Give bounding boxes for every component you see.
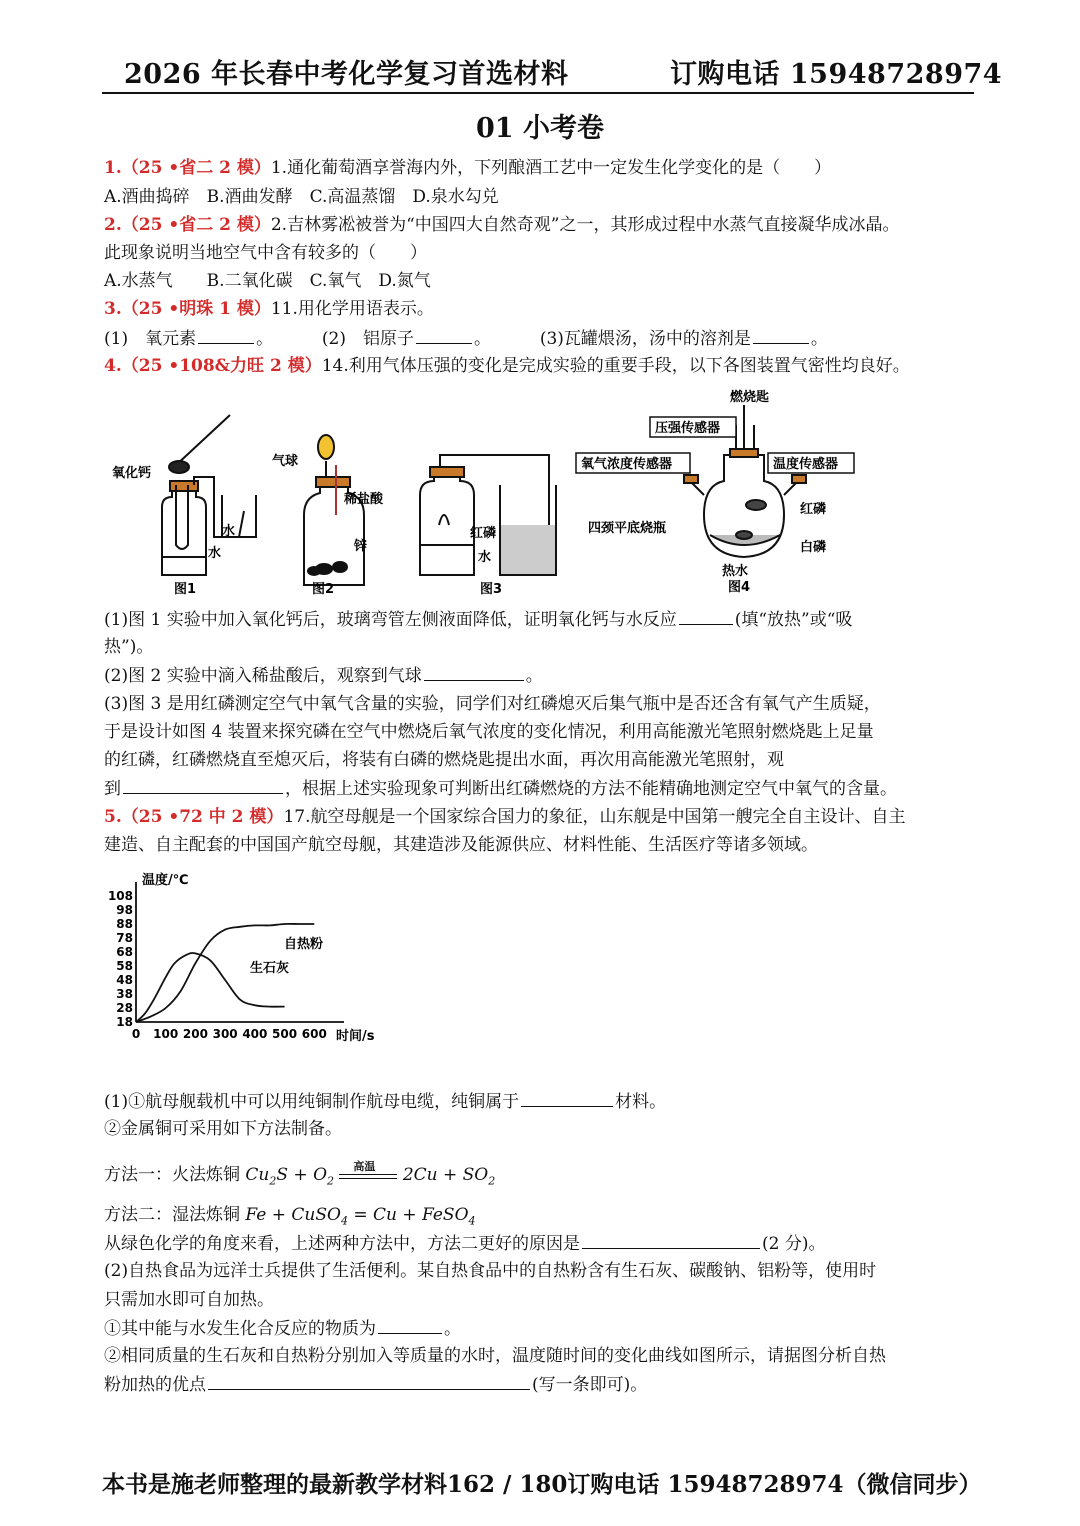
q2-text: 2.吉林雾凇被誉为“中国四大自然奇观”之一，其形成过程中水蒸气直接凝华成冰晶。 (270, 215, 900, 235)
fig1-caption: 图1 (174, 582, 197, 597)
fig4-o2-label: 氧气浓度传感器 (581, 457, 673, 472)
y-tick-label: 58 (116, 959, 133, 973)
method-2: 方法二：湿法炼铜 Fe + CuSO$_4$ = Cu + FeSO$_4$ (104, 1205, 476, 1228)
y-axis-label: 温度/℃ (142, 873, 189, 888)
header-right: 订购电话 15948728974 (670, 59, 1003, 90)
fig2-acid-label: 稀盐酸 (344, 492, 384, 507)
x-tick-label: 200 (182, 1027, 208, 1041)
high-temp-sign: 高温 (339, 1166, 397, 1186)
method-1: 方法一：火法炼铜 $Cu_2S + O_2$ 高温 $2Cu + SO_2$ (104, 1159, 496, 1188)
q5-green: 从绿色化学的角度来看，上述两种方法中，方法二更好的原因是 (2 分)。 (104, 1230, 825, 1257)
q3-parts: (1) 氧元素 。 (2) 铝原子 。 (3)瓦罐煨汤，汤中的溶剂是 。 (104, 325, 828, 352)
q5-blank-2[interactable] (582, 1230, 760, 1249)
q4-text: 14.利用气体压强的变化是完成实验的重要手段，以下各图装置气密性均良好。 (321, 356, 910, 376)
y-tick-label: 108 (107, 889, 133, 903)
y-tick-label: 28 (116, 1001, 133, 1015)
q3-part-3: (3)瓦罐煨汤，汤中的溶剂是 (539, 329, 751, 349)
fig2-caption: 图2 (312, 582, 335, 597)
y-tick-label: 68 (116, 945, 133, 959)
q4-blank-3[interactable] (123, 775, 283, 794)
equation-1-left: $Cu_2S + O_2$ (245, 1165, 335, 1188)
header-rule (102, 92, 974, 94)
q4-apparatus-figures (104, 385, 864, 600)
x-tick-label: 400 (242, 1027, 268, 1041)
fig4-spoon-label: 燃烧匙 (730, 390, 770, 405)
q5-sub1-2: ②金属铜可采用如下方法制备。 (104, 1119, 342, 1139)
y-tick-label: 38 (116, 987, 133, 1001)
fig1-cao-label: 氧化钙 (112, 466, 152, 481)
footer: 本书是施老师整理的最新教学材料162 / 180订购电话 15948728974（微信同步） (102, 1471, 982, 1498)
fig4-caption: 图4 (728, 580, 751, 595)
y-tick-label: 88 (116, 917, 133, 931)
q4-stem (104, 353, 910, 379)
q5-blank-3[interactable] (378, 1315, 442, 1334)
q1-number: 1.（25 •省二 2 模） (104, 158, 271, 178)
q4-blank-2[interactable] (424, 662, 524, 681)
q4-sub2: (2)图 2 实验中滴入稀盐酸后，观察到气球 。 (104, 662, 543, 689)
q2-options: A.水蒸气 B.二氧化碳 C.氧气 D.氮气 (104, 271, 431, 291)
q3-number: 3.（25 •明珠 1 模） (104, 299, 271, 319)
fig1-water-label: 水 (208, 546, 222, 561)
series-label-zirefen: 自热粉 (284, 937, 324, 952)
fig4-red-p-label: 红磷 (800, 502, 827, 517)
q5-sub2-1: ①其中能与水发生化合反应的物质为 。 (104, 1315, 461, 1342)
q3-part-2: (2) 铝原子 (321, 329, 414, 349)
equation-1-right: $2Cu + SO_2$ (402, 1165, 496, 1188)
q5-sub2-2: ②相同质量的生石灰和自热粉分别加入等质量的水时，温度随时间的变化曲线如图所示，请据图分析自热 (104, 1346, 886, 1366)
q2-stem-2: 此现象说明当地空气中含有较多的（ ） (104, 243, 427, 263)
q4-sub1: (1)图 1 实验中加入氧化钙后，玻璃弯管左侧液面降低，证明氧化钙与水反应 (填“放热”或“吸 (104, 606, 852, 633)
q3-text: 11.用化学用语表示。 (270, 299, 434, 319)
header-left: 2026 年长春中考化学复习首选材料 (124, 59, 569, 90)
equation-2: Fe + CuSO$_4$ = Cu + FeSO$_4$ (245, 1205, 476, 1228)
fig2-balloon-label: 气球 (272, 454, 299, 469)
x-axis-label: 时间/s (336, 1029, 375, 1044)
q5-sub2-2-cont: 粉加热的优点 (写一条即可)。 (104, 1371, 647, 1398)
x-tick-label: 600 (301, 1027, 327, 1041)
temperature-chart (104, 866, 394, 1046)
fig3-water-label: 水 (478, 550, 492, 565)
q2-stem (104, 212, 899, 238)
y-tick-label: 18 (116, 1015, 133, 1029)
fig1-water-right-label: 水 (222, 524, 236, 539)
q5-sub1: (1)①航母舰载机中可以用纯铜制作航母电缆，纯铜属于 材料。 (104, 1088, 666, 1115)
q2-number: 2.（25 •省二 2 模） (104, 215, 271, 235)
x-tick-label: 100 (153, 1027, 179, 1041)
q4-sub3-line1: (3)图 3 是用红磷测定空气中氧气含量的实验，同学们对红磷熄灭后集气瓶中是否还含有氧气产生质疑， (104, 694, 881, 714)
q3-blank-2[interactable] (416, 325, 472, 344)
page-title: 01 小考卷 (476, 113, 604, 144)
x-tick-label: 500 (272, 1027, 298, 1041)
y-tick-label: 98 (116, 903, 133, 917)
x-tick-label: 0 (131, 1027, 141, 1041)
q4-sub3-line4: 到 ，根据上述实验现象可判断出红磷燃烧的方法不能精确地测定空气中氧气的含量。 (104, 775, 897, 802)
q5-blank-1[interactable] (521, 1088, 613, 1107)
fig4-pressure-label: 压强传感器 (655, 421, 721, 436)
q5-sub2-line1: (2)自热食品为远洋士兵提供了生活便利。某自热食品中的自热粉含有生石灰、碳酸钠、铝粉等，使用时 (104, 1261, 877, 1281)
fig3-p-label: 红磷 (470, 526, 497, 541)
q1-text: 1.通化葡萄酒享誉海内外，下列酿酒工艺中一定发生化学变化的是（ ） (270, 158, 832, 178)
q5-number: 5.（25 •72 中 2 模） (104, 807, 284, 827)
fig2-zn-label: 锌 (354, 539, 368, 554)
x-tick-label: 300 (212, 1027, 238, 1041)
q3-part-1: (1) 氧元素 (104, 329, 197, 349)
q5-sub2-line2: 只需加水即可自加热。 (104, 1290, 274, 1310)
y-tick-label: 78 (116, 931, 133, 945)
q4-sub3-line2: 于是设计如图 4 装置来探究磷在空气中燃烧后氧气浓度的变化情况，利用高能激光笔照射燃烧匙上足量 (104, 722, 874, 742)
q3-blank-1[interactable] (198, 325, 254, 344)
q4-blank-1[interactable] (679, 606, 733, 625)
q3-blank-3[interactable] (753, 325, 809, 344)
q5-blank-4[interactable] (208, 1371, 530, 1390)
series-label-shengshihui: 生石灰 (250, 961, 290, 976)
q3-stem (104, 296, 434, 322)
y-tick-label: 48 (116, 973, 133, 987)
fig4-flask-label: 四颈平底烧瓶 (588, 521, 667, 536)
q4-sub1-cont: 热”)。 (104, 637, 154, 657)
fig3-caption: 图3 (480, 582, 503, 597)
fig4-hot-water-label: 热水 (722, 564, 749, 579)
q5-stem (104, 804, 905, 830)
q1-stem (104, 155, 831, 181)
q4-sub3-line3: 的红磷，红磷燃烧直至熄灭后，将装有白磷的燃烧匙提出水面，再次用高能激光笔照射，观 (104, 750, 784, 770)
q4-number: 4.（25 •108&力旺 2 模） (104, 356, 322, 376)
q5-text: 17.航空母舰是一个国家综合国力的象征，山东舰是中国第一艘完全自主设计、自主 (283, 807, 906, 827)
fig4-white-p-label: 白磷 (800, 540, 827, 555)
q5-stem-2: 建造、自主配套的中国国产航空母舰，其建造涉及能源供应、材料性能、生活医疗等诸多领域。 (104, 835, 818, 855)
q1-options: A.酒曲捣碎 B.酒曲发酵 C.高温蒸馏 D.泉水勾兑 (104, 187, 499, 207)
fig4-temp-label: 温度传感器 (773, 457, 839, 472)
